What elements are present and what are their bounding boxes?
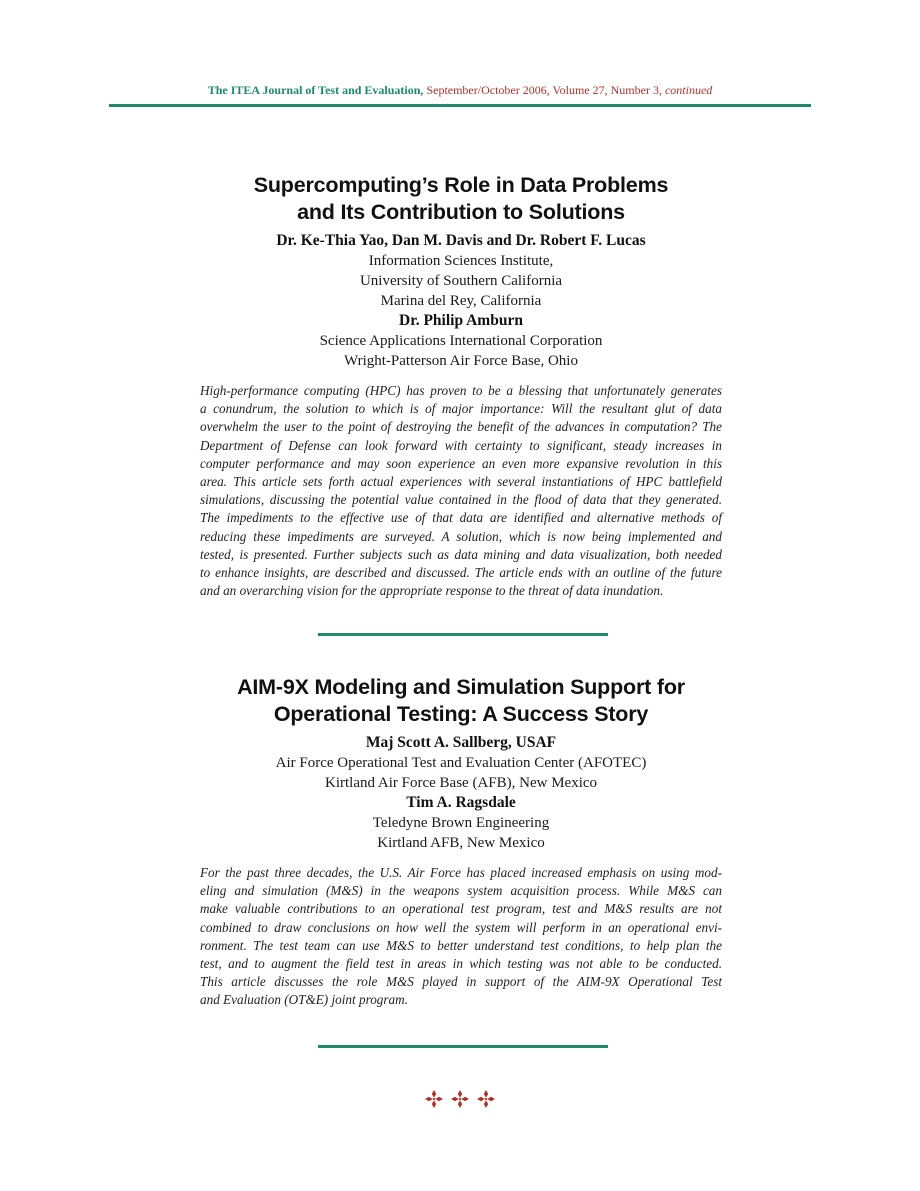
abstract-line: test, and to augment the field test in areas in which testing was not able to be conducted. — [200, 956, 722, 972]
abstract-line: Department of Defense can look forward with certainty to significant, steady increases in — [200, 437, 722, 453]
byline — [200, 733, 722, 853]
abstract-line: make valuable contributions to an operational test program, test and M&S results are not — [200, 901, 722, 917]
author-affiliation: Kirtland Air Force Base (AFB), New Mexico — [324, 775, 598, 791]
author-affiliation: Information Sciences Institute, — [368, 253, 554, 269]
title-line: AIM-9X Modeling and Simulation Support for — [237, 675, 685, 699]
abstract-line: For the past three decades, the U.S. Air Force has placed increased emphasis on using mod- — [200, 865, 722, 880]
article-title — [200, 674, 722, 728]
abstract — [200, 864, 722, 1010]
abstract-line: reducing these impediments are surveyed. A solution, which is now being implemented and — [200, 528, 722, 544]
diamond-fleuron-icon — [450, 1089, 470, 1109]
abstract — [200, 382, 722, 600]
author-affiliation: Science Applications International Corporation — [319, 333, 603, 349]
author-affiliation: University of Southern California — [359, 273, 563, 289]
author-affiliation: Wright-Patterson Air Force Base, Ohio — [344, 353, 578, 369]
abstract-line: and an overarching vision for the appropriate response to the threat of data inundation. — [200, 583, 664, 599]
abstract-line: High-performance computing (HPC) has proven to be a blessing that unfortunately generates — [200, 383, 722, 398]
byline — [200, 231, 722, 371]
abstract-line: area. This article sets forth actual experiences with several instantiations of HPC battlefield — [200, 474, 722, 490]
author-name: Tim A. Ragsdale — [406, 794, 516, 811]
title-line: Operational Testing: A Success Story — [273, 702, 649, 726]
abstract-line: a conundrum, the solution to which is of major importance: Will the resultant glut of data — [200, 401, 722, 417]
author-name: Maj Scott A. Sallberg, USAF — [365, 734, 557, 751]
abstract-line: This article discusses the role M&S played in support of the AIM-9X Operational Test — [200, 974, 722, 990]
abstract-line: tested, is presented. Further subjects such as data mining and data visualization, both needed — [200, 546, 722, 562]
section-separator-rule — [318, 633, 608, 636]
continued-label: continued — [664, 83, 713, 97]
abstract-line: ronment. The test team can use M&S to better understand test conditions, to help plan the — [200, 937, 722, 953]
abstract-line: simulations, discussing the potential value contained in the flood of data that they generated. — [200, 492, 722, 508]
author-affiliation: Kirtland AFB, New Mexico — [377, 835, 545, 851]
author-affiliation: Teledyne Brown Engineering — [372, 815, 550, 831]
author-affiliation: Marina del Rey, California — [380, 293, 542, 309]
article-title — [200, 172, 722, 226]
header-rule — [109, 104, 811, 107]
title-line: Supercomputing’s Role in Data Problems — [253, 173, 669, 197]
author-name: Dr. Philip Amburn — [399, 312, 523, 329]
author-name: Dr. Ke-Thia Yao, Dan M. Davis and Dr. Robert F. Lucas — [276, 232, 646, 249]
abstract-line: computer performance and may soon experience an even more expansive revolution in this — [200, 455, 722, 471]
running-header — [0, 82, 920, 98]
abstract-line: combined to draw conclusions on how well the system will perform in an operational envi- — [200, 919, 722, 935]
title-line: and Its Contribution to Solutions — [297, 200, 625, 224]
abstract-line: and Evaluation (OT&E) joint program. — [200, 992, 408, 1008]
diamond-fleuron-icon — [476, 1089, 496, 1109]
article-supercomputing — [200, 172, 722, 600]
abstract-line: The impediments to the effective use of that data are identified and alternative methods of — [200, 510, 722, 526]
abstract-line: eling and simulation (M&S) in the weapons system acquisition process. While M&S can — [200, 883, 722, 899]
end-ornament — [0, 1089, 920, 1109]
abstract-line: overwhelm the user to the point of destroying the benefit of the advances in computation? The — [200, 419, 722, 435]
article-aim9x — [200, 674, 722, 1010]
journal-name: The ITEA Journal of Test and Evaluation, — [207, 83, 424, 97]
author-affiliation: Air Force Operational Test and Evaluation Center (AFOTEC) — [275, 755, 647, 771]
abstract-line: to enhance insights, are described and discussed. The article ends with an outline of the future — [200, 565, 722, 581]
section-separator-rule — [318, 1045, 608, 1048]
diamond-fleuron-icon — [424, 1089, 444, 1109]
issue-info: September/October 2006, Volume 27, Number 3, — [426, 83, 662, 97]
